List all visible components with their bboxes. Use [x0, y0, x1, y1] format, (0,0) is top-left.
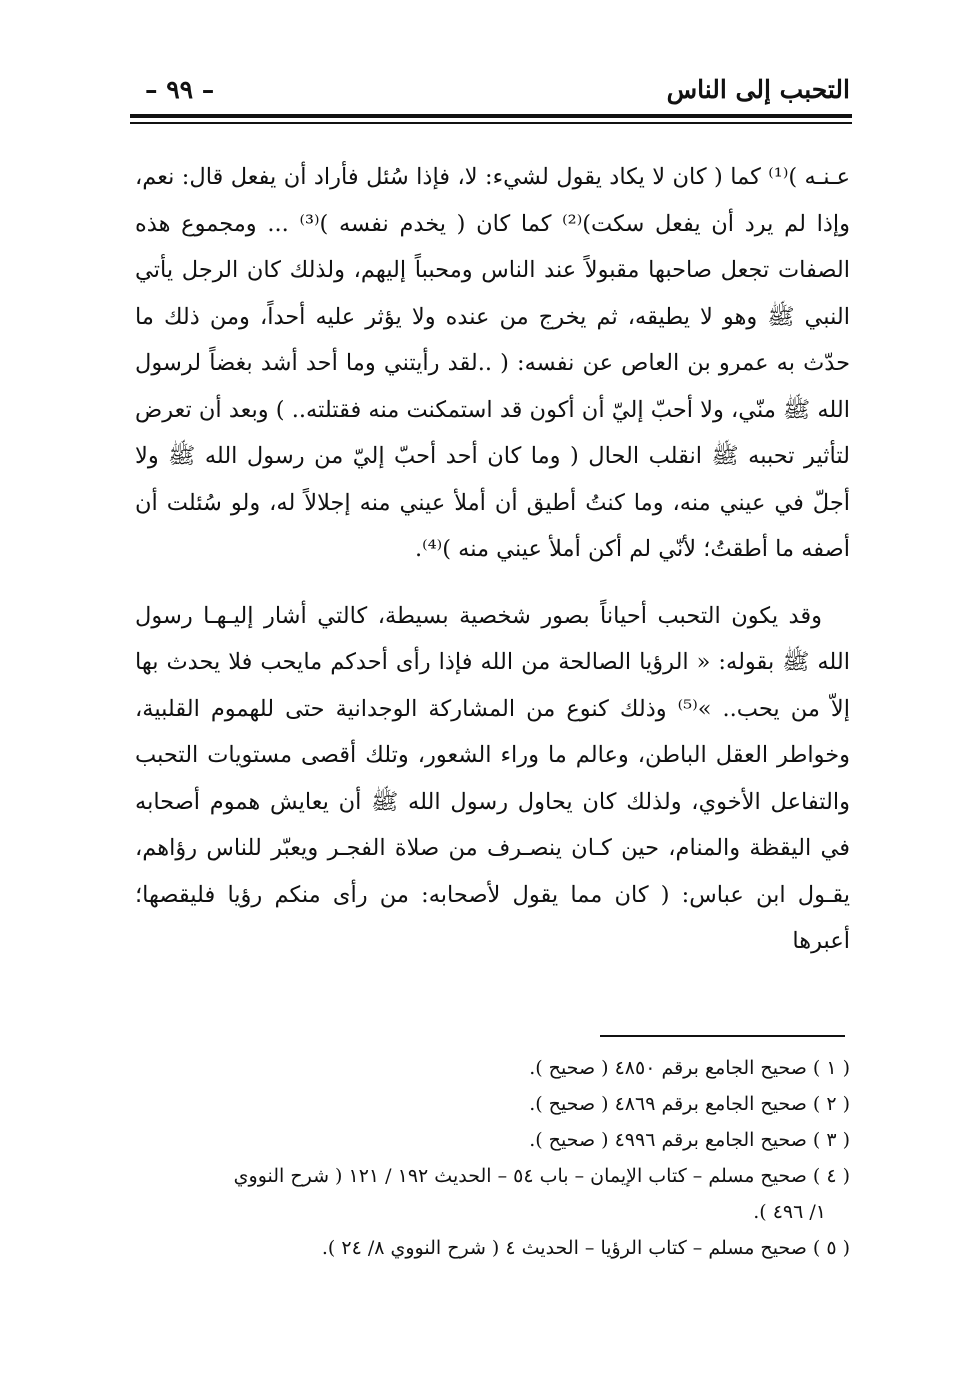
page-number: – ٩٩ – — [145, 75, 215, 104]
header-rule-thick — [130, 114, 852, 118]
page-header — [135, 72, 850, 112]
footnote-item: ( ٥ ) صحيح مسلم – كتاب الرؤيا – الحديث ٤ ( شرح النووي ٨/ ٢٤ ). — [321, 1237, 850, 1259]
footnote-item: ( ٤ ) صحيح مسلم – كتاب الإيمان – باب ٥٤ – الحديث ١٩٢ / ١٢١ ( شرح النووي — [233, 1165, 850, 1187]
footnote-separator — [600, 1035, 845, 1037]
footnote-continuation: ١/ ٤٩٦ ). — [753, 1201, 826, 1223]
footnote-item: ( ٣ ) صحيح الجامع برقم ٤٩٩٦ ( صحيح ). — [529, 1129, 850, 1151]
running-title: التحبب إلى الناس — [666, 75, 850, 104]
header-rule-thin — [130, 122, 852, 124]
footnote-item: ( ١ ) صحيح الجامع برقم ٤٨٥٠ ( صحيح ). — [529, 1057, 850, 1079]
main-text — [135, 154, 850, 965]
footnote-item: ( ٢ ) صحيح الجامع برقم ٤٨٦٩ ( صحيح ). — [529, 1093, 850, 1115]
paragraph: وقد يكون التحبب أحياناً بصور شخصية بسيطة، كالتي أشار إليـهـا رسول الله ﷺ بقوله: « الرؤيا الصالحة من الله فإذا رأى أحدكم مايحب فلا يحدث بها إلاّ من يحب.. »⁽⁵⁾ وذلك كنوع من المشاركة الوجدانية حتى للهموم القلبية، وخواطر العقل الباطن، وعالم ما وراء الشعور، وتلك أقصى مستويات التحبب والتفاعل الأخوي، ولذلك كان يحاول رسول الله ﷺ أن يعايش هموم أصحابه في اليقظة والمنام، حين كـان ينصـرف من صلاة الفجـر ويعبّر للناس رؤاهم، يقـول ابن عباس: ( كان مما يقول لأصحابه: من رأى منكم رؤيا فليقصها؛ أعبرها — [135, 602, 850, 954]
paragraph: عـنـه )⁽¹⁾ كما ( كان لا يكاد يقول لشيء: لا، فإذا سُئل فأراد أن يفعل قال: نعم، وإذا لم يرد أن يفعل سكت)⁽²⁾ كما كان ( يخدم نفسه )⁽³⁾ ... ومجموع هذه الصفات تجعل صاحبها مقبولاً عند الناس ومحبباً إليهم، ولذلك كان الرجل يأتي النبي ﷺ وهو لا يطيقه، ثم يخرج من عنده ولا يؤثر عليه أحداً، ومن ذلك ما حدّث به عمرو بن العاص عن نفسه: ( ..لقد رأيتني وما أحد أشد بغضاً لرسول الله ﷺ منّي، ولا أحبّ إليّ أن أكون قد استمكنت منه فقتلته.. ) وبعد أن تعرض لتأثير تحببه ﷺ انقلب الحال ( وما كان أحد أحبّ إليّ من رسول الله ﷺ ولا أجلّ في عيني منه، وما كنتُ أطيق أن أملأ عيني منه إجلالاً له، ولو سُئلت أن أصفه ما أطقتُ؛ لأنّي لم أكن أملأ عيني منه )⁽⁴⁾. — [135, 164, 851, 562]
footnotes — [135, 1050, 850, 1266]
